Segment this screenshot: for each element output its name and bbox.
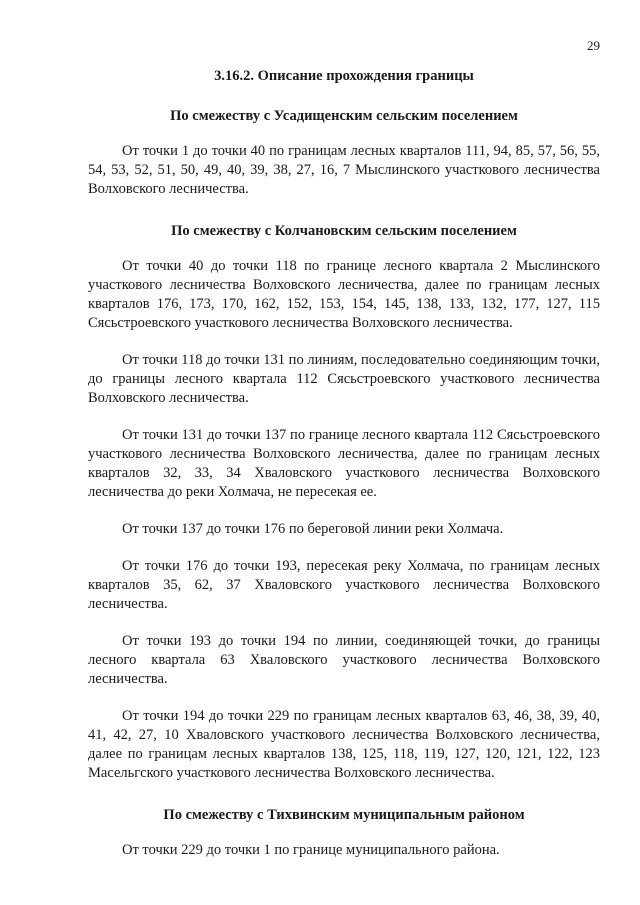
section-title: 3.16.2. Описание прохождения границы — [214, 68, 474, 84]
subheading-tikhvinsky: По смежеству с Тихвинским муниципальным районом — [163, 807, 525, 823]
paragraph: От точки 194 до точки 229 по границам лесных кварталов 63, 46, 38, 39, 40, 41, 42, 27, 10 Хваловского участкового лесничества Волховского лесничества, далее по границам лесных кварталов 138, 125, 118, 119, 127, 120, 121, 122, 123 Масельгского участкового лесничества Волховского лесничества. — [88, 708, 600, 781]
paragraph: От точки 40 до точки 118 по границе лесного квартала 2 Мыслинского участкового лесничества Волховского лесничества, далее по границам лесных кварталов 176, 173, 170, 162, 152, 153, 154, 145, 138, 133, 132, 177, 127, 115 Сясьстроевского участкового лесничества Волховского лесничества. — [88, 258, 600, 331]
paragraph: От точки 1 до точки 40 по границам лесных кварталов 111, 94, 85, 57, 56, 55, 54, 53, 52, 51, 50, 49, 40, 39, 38, 27, 16, 7 Мыслинского участкового лесничества Волховского лесничества. — [88, 143, 600, 197]
subheading-usadishchenskoe: По смежеству с Усадищенским сельским поселением — [170, 108, 518, 124]
page-number: 29 — [587, 38, 600, 53]
paragraph: От точки 229 до точки 1 по границе муниципального района. — [122, 842, 500, 858]
paragraph: От точки 176 до точки 193, пересекая реку Холмача, по границам лесных кварталов 35, 62, 37 Хваловского участкового лесничества Волховского лесничества. — [88, 558, 600, 612]
paragraph: От точки 137 до точки 176 по береговой линии реки Холмача. — [122, 521, 504, 537]
subheading-kolchanovskoe: По смежеству с Колчановским сельским поселением — [171, 223, 517, 239]
paragraph: От точки 193 до точки 194 по линии, соединяющей точки, до границы лесного квартала 63 Хваловского участкового лесничества Волховского лесничества. — [88, 633, 600, 687]
document-body — [88, 66, 600, 878]
paragraph: От точки 131 до точки 137 по границе лесного квартала 112 Сясьстроевского участкового лесничества Волховского лесничества, далее по границам лесных кварталов 32, 33, 34 Хваловского участкового лесничества Волховского лесничества до реки Холмача, не пересекая ее. — [88, 427, 600, 500]
paragraph: От точки 118 до точки 131 по линиям, последовательно соединяющим точки, до границы лесного квартала 112 Сясьстроевского участкового лесничества Волховского лесничества. — [88, 352, 600, 406]
